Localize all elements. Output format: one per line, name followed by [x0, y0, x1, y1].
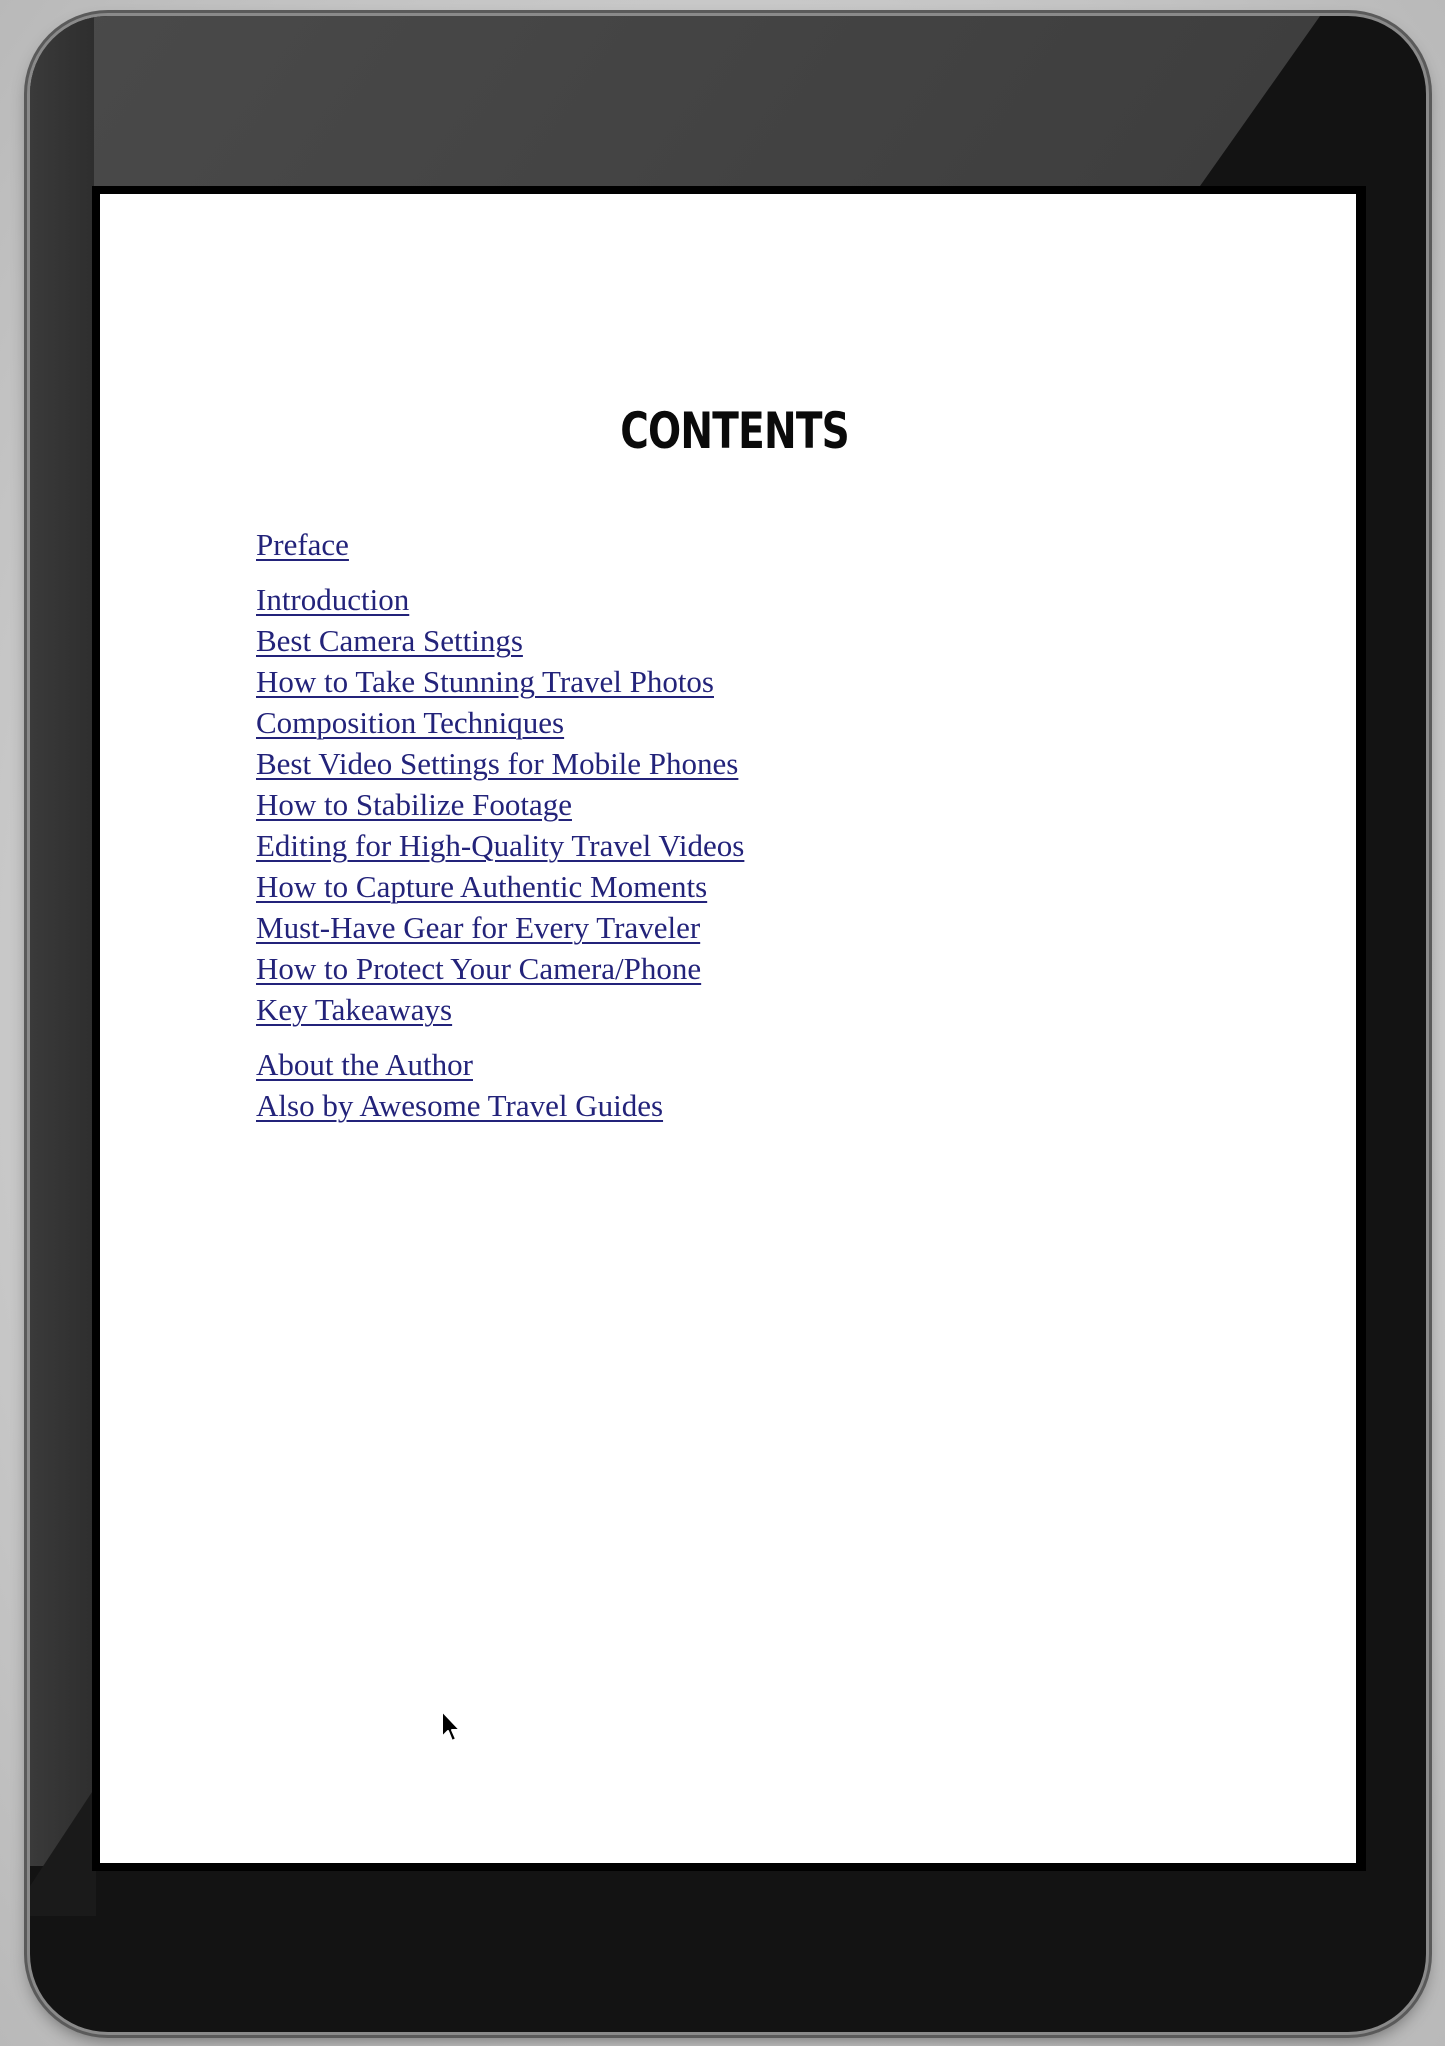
toc-link-stabilize-footage[interactable]: How to Stabilize Footage: [256, 787, 572, 822]
toc-link-about-the-author[interactable]: About the Author: [256, 1047, 473, 1082]
toc-link-preface[interactable]: Preface: [256, 527, 349, 562]
toc-link-also-by[interactable]: Also by Awesome Travel Guides: [256, 1088, 664, 1123]
toc-back-matter: [256, 1044, 744, 1126]
toc-link-editing-travel-videos[interactable]: Editing for High-Quality Travel Videos: [256, 828, 745, 863]
device-bezel-left: [30, 16, 94, 1866]
ebook-page[interactable]: [100, 194, 1356, 1863]
page-title: CONTENTS: [620, 402, 849, 460]
toc-link-key-takeaways[interactable]: Key Takeaways: [256, 992, 453, 1027]
toc-link-introduction[interactable]: Introduction: [256, 582, 410, 617]
tablet-screen: [92, 186, 1366, 1871]
toc-link-stunning-travel-photos[interactable]: How to Take Stunning Travel Photos: [256, 664, 714, 699]
tablet-device: [30, 16, 1426, 2032]
toc-link-protect-camera-phone[interactable]: How to Protect Your Camera/Phone: [256, 951, 702, 986]
toc-chapters: [256, 579, 744, 1030]
toc-link-composition-techniques[interactable]: Composition Techniques: [256, 705, 565, 740]
toc-front-matter: [256, 524, 744, 565]
toc-link-best-camera-settings[interactable]: Best Camera Settings: [256, 623, 523, 658]
toc-link-capture-authentic-moments[interactable]: How to Capture Authentic Moments: [256, 869, 708, 904]
table-of-contents: [256, 524, 744, 1140]
toc-link-best-video-settings[interactable]: Best Video Settings for Mobile Phones: [256, 746, 739, 781]
mouse-pointer-icon: [440, 1709, 464, 1745]
toc-link-must-have-gear[interactable]: Must-Have Gear for Every Traveler: [256, 910, 701, 945]
